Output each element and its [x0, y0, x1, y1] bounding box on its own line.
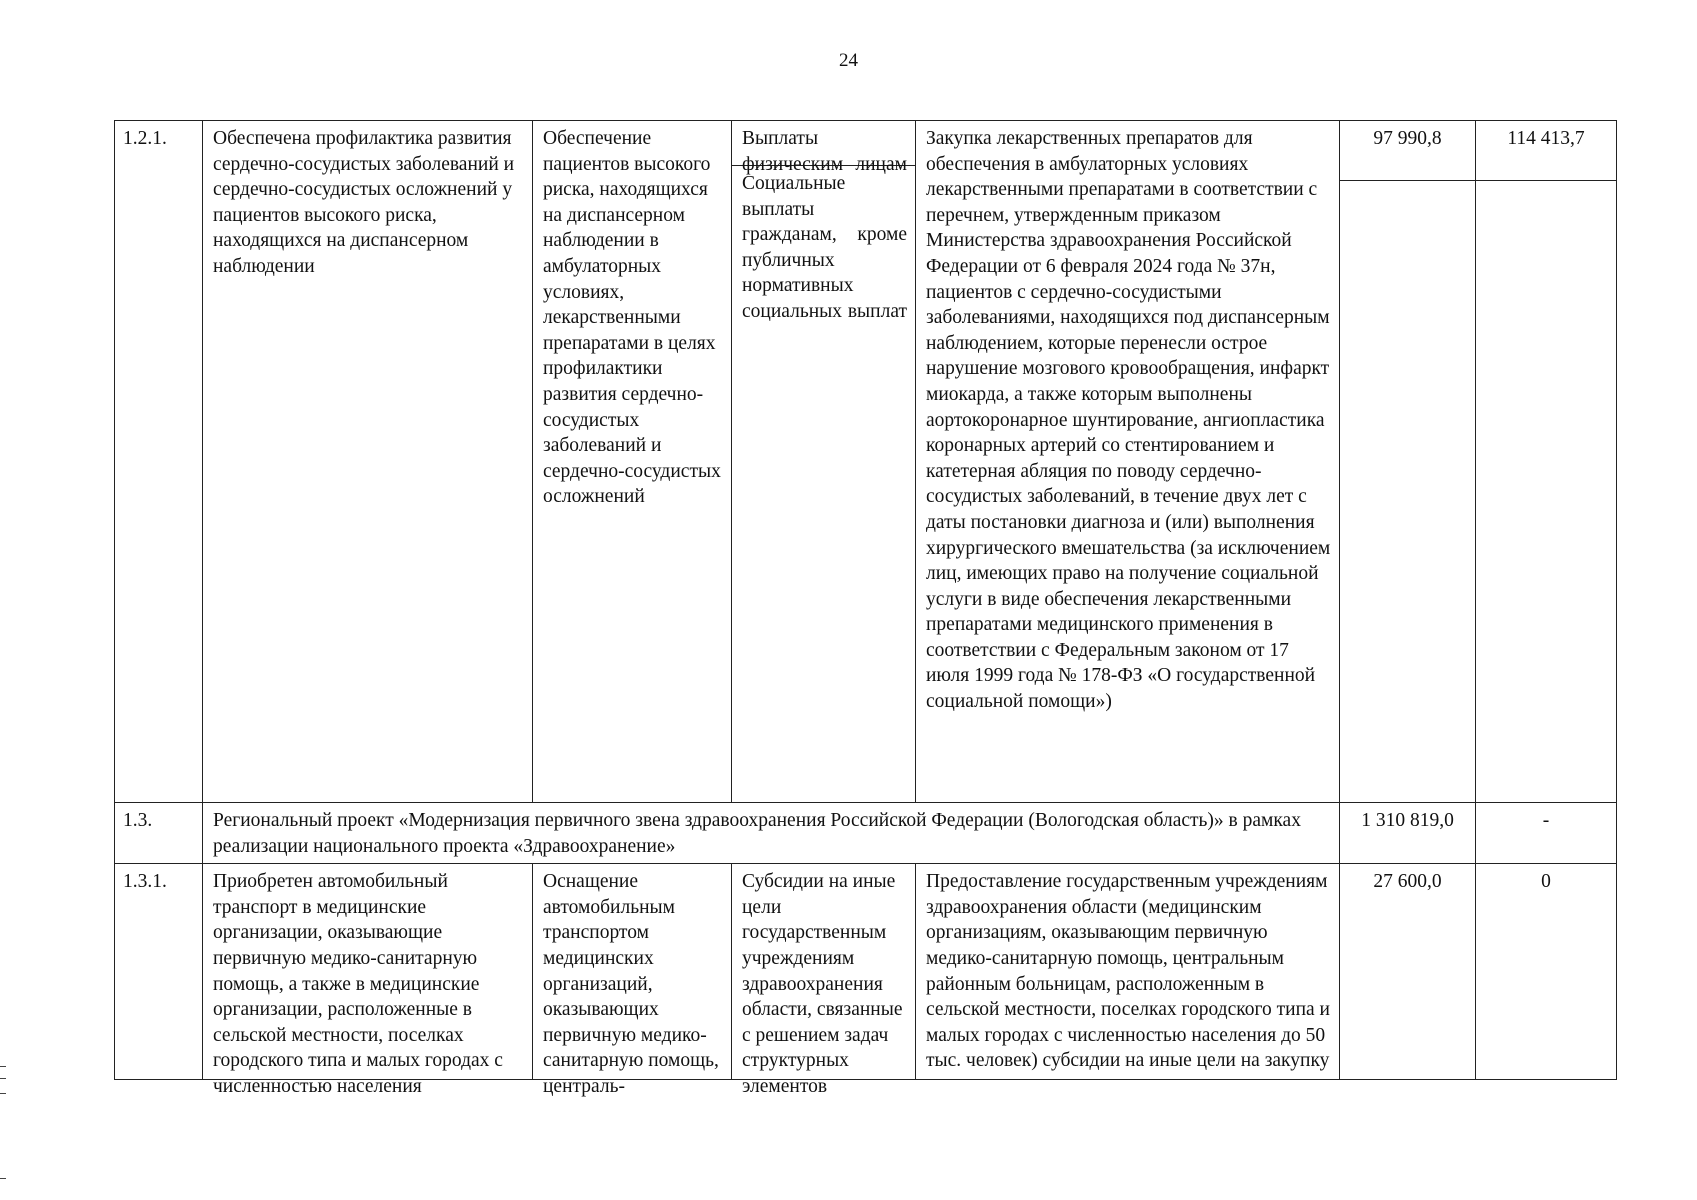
amount-1: 1 310 819,0	[1340, 803, 1476, 864]
expense-type-top: Выплаты физическим лицам	[732, 121, 915, 166]
expense-type-bottom: Социальные выплаты гражданам, кроме публичных нормативных социальных выплат	[742, 173, 907, 322]
table-row	[115, 121, 1617, 181]
purpose-text: Оснащение автомобильным транспортом медицинских организаций, оказывающих первичную медико-санитарную помощь, централь-	[543, 871, 719, 1097]
row-code: 1.3.1.	[115, 864, 203, 1080]
table-row	[115, 864, 1617, 1080]
expense-type-cell	[732, 864, 916, 1097]
result-text: Приобретен автомобильный транспорт в медицинские организации, оказывающие первичную медико-санитарную помощь, а также в медицинские организации, расположенные в сельской местности, поселках городского типа и малых городах с численностью населения	[213, 871, 503, 1097]
expense-type-text: Субсидии на иные цели государственным учреждениям здравоохранения области, связанные с решением задач структурных элементов	[742, 871, 903, 1097]
expense-type-cell	[732, 121, 916, 803]
result-cell	[203, 864, 533, 1097]
row-code: 1.3.	[115, 803, 203, 864]
amount-2-empty	[1476, 181, 1617, 803]
description-cell	[916, 864, 1340, 1080]
row-code: 1.2.1.	[115, 121, 203, 803]
purpose-cell	[533, 864, 732, 1097]
amount-2: 0	[1476, 864, 1617, 1080]
purpose-cell: Обеспечение пациентов высокого риска, находящихся на диспансерном наблюдении в амбулаторных условиях, лекарственными препаратами в целях профилактики развития сердечно-сосудистых заболеваний и сердечно-сосудистых осложнений	[533, 121, 732, 803]
description-cell: Закупка лекарственных препаратов для обеспечения в амбулаторных условиях лекарственными препаратами в соответствии с перечнем, утвержденным приказом Министерства здравоохранения Российской Федерации от 6 февраля 2024 года № 37н, пациентов с сердечно-сосудистыми заболеваниями, находящихся под диспансерным наблюдением, которые перенесли острое нарушение мозгового кровообращения, инфаркт миокарда, а также которым выполнены аортокоронарное шунтирование, ангиопластика коронарных артерий со стентированием и катетерная абляция по поводу сердечно-сосудистых заболеваний, в течение двух лет с даты постановки диагноза и (или) выполнения хирургического вмешательства (за исключением лиц, имеющих право на получение социальной услуги в виде обеспечения лекарственными препаратами медицинского применения в соответствии с Федеральным законом от 17 июля 1999 года № 178-ФЗ «О государственной социальной помощи»)	[916, 121, 1340, 803]
margin-tick-marks	[0, 1066, 6, 1094]
result-cell: Обеспечена профилактика развития сердечно-сосудистых заболеваний и сердечно-сосудистых осложнений у пациентов высокого риска, находящихся на диспансерном наблюдении	[203, 121, 533, 803]
project-title-cell: Региональный проект «Модернизация первичного звена здравоохранения Российской Федерации (Вологодская область)» в рамках реализации национального проекта «Здравоохранение»	[203, 803, 1340, 864]
amount-1: 27 600,0	[1340, 864, 1476, 1080]
budget-table	[114, 120, 1617, 1097]
table-row	[115, 803, 1617, 864]
amount-2: -	[1476, 803, 1617, 864]
amount-1-empty	[1340, 181, 1476, 803]
description-text: Предоставление государственным учреждениям здравоохранения области (медицинским организациям, оказывающим первичную медико-санитарную помощь, центральным районным больницам, расположенным в сельской местности, поселках городского типа и малых городах с численностью населения до 50 тыс. человек) субсидии на иные цели на закупку	[926, 871, 1330, 1072]
page-number: 24	[839, 50, 858, 71]
amount-1: 97 990,8	[1340, 121, 1476, 181]
margin-dash	[0, 1178, 6, 1179]
amount-2: 114 413,7	[1476, 121, 1617, 181]
